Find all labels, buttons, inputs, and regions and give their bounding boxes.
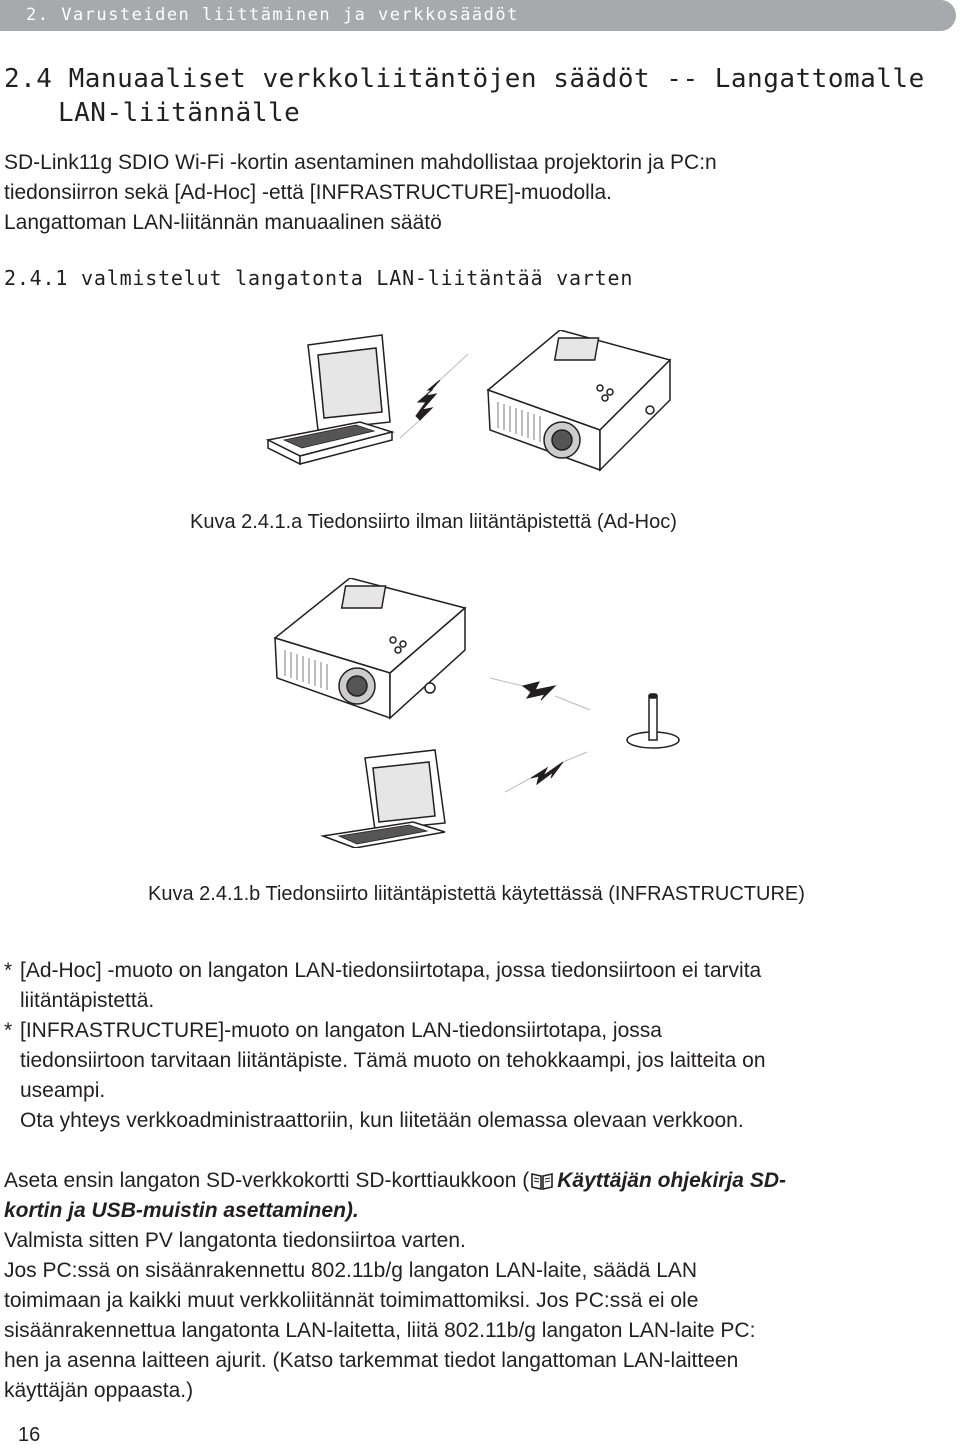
section-header-text: 2. Varusteiden liittäminen ja verkkosäädöt — [26, 5, 519, 25]
title-line-1: 2.4 Manuaaliset verkkoliitäntöjen säädöt -- Langattomalle — [4, 64, 925, 94]
figure-a-caption: Kuva 2.4.1.a Tiedonsiirto ilman liitäntäpistettä (Ad-Hoc) — [190, 511, 677, 533]
final-line-3: Valmista sitten PV langatonta tiedonsiirtoa varten. — [4, 1229, 466, 1252]
laptop-icon — [323, 750, 445, 848]
subsection-title: 2.4.1 valmistelut langatonta LAN-liitäntää varten — [4, 266, 634, 290]
note-2-line-3: useampi. — [20, 1079, 106, 1102]
wireless-signal-icon — [490, 678, 590, 710]
figure-b-caption: Kuva 2.4.1.b Tiedonsiirto liitäntäpistettä käytettässä (INFRASTRUCTURE) — [148, 883, 805, 905]
intro-line-1: SD-Link11g SDIO Wi-Fi -kortin asentaminen mahdollistaa projektorin ja PC:n — [4, 151, 717, 174]
final-line-6: sisäänrakennettua langatonta LAN-laitetta, liitä 802.11b/g langaton LAN-laite PC: — [4, 1319, 756, 1342]
manual-reference-part-1: Käyttäjän ohjekirja SD- — [557, 1169, 786, 1192]
note-infrastructure — [4, 1016, 954, 1106]
note-contact-admin: Ota yhteys verkkoadministraattoriin, kun liitetään olemassa olevaan verkkoon. — [20, 1109, 744, 1132]
note-1-line-2: liitäntäpistettä. — [20, 989, 155, 1012]
wireless-signal-icon — [400, 354, 468, 438]
manual-reference-part-2: kortin ja USB-muistin asettaminen). — [4, 1199, 359, 1222]
projector-icon — [275, 578, 465, 718]
note-2-line-1: [INFRASTRUCTURE]-muoto on langaton LAN-tiedonsiirtotapa, jossa — [20, 1019, 662, 1042]
final-line-8: käyttäjän oppaasta.) — [4, 1379, 194, 1402]
figure-adhoc-illustration — [260, 330, 690, 490]
page-title — [4, 62, 954, 130]
laptop-icon — [268, 335, 392, 464]
setup-instructions — [4, 1166, 954, 1406]
book-icon — [531, 1172, 553, 1190]
access-point-icon — [627, 694, 679, 748]
final-line-1-text: Aseta ensin langaton SD-verkkokortti SD-korttiaukkoon ( — [4, 1169, 530, 1192]
note-bullet: * — [4, 959, 13, 982]
final-line-7: hen ja asenna laitteen ajurit. (Katso tarkemmat tiedot langattoman LAN-laitteen — [4, 1349, 739, 1372]
page-number: 16 — [18, 1424, 41, 1446]
final-line-4: Jos PC:ssä on sisäänrakennettu 802.11b/g langaton LAN-laite, säädä LAN — [4, 1259, 698, 1282]
figure-infrastructure-illustration — [265, 578, 695, 848]
note-adhoc — [4, 956, 954, 1016]
intro-line-2: tiedonsiirron sekä [Ad-Hoc] -että [INFRASTRUCTURE]-muodolla. — [4, 181, 613, 204]
intro-line-3: Langattoman LAN-liitännän manuaalinen säätö — [4, 211, 442, 234]
note-2-line-2: tiedonsiirtoon tarvitaan liitäntäpiste. Tämä muoto on tehokkaampi, jos laitteita on — [20, 1049, 766, 1072]
final-line-5: toimimaan ja kaikki muut verkkoliitännät toimimattomiksi. Jos PC:ssä ei ole — [4, 1289, 699, 1312]
wireless-signal-icon — [505, 752, 587, 792]
note-1-line-1: [Ad-Hoc] -muoto on langaton LAN-tiedonsiirtotapa, jossa tiedonsiirtoon ei tarvita — [20, 959, 762, 982]
intro-paragraph — [4, 148, 954, 238]
note-bullet: * — [4, 1019, 13, 1042]
notes-list — [4, 956, 954, 1136]
section-header-bar — [0, 0, 956, 31]
projector-icon — [488, 330, 670, 470]
title-line-2: LAN-liitännälle — [58, 98, 301, 128]
